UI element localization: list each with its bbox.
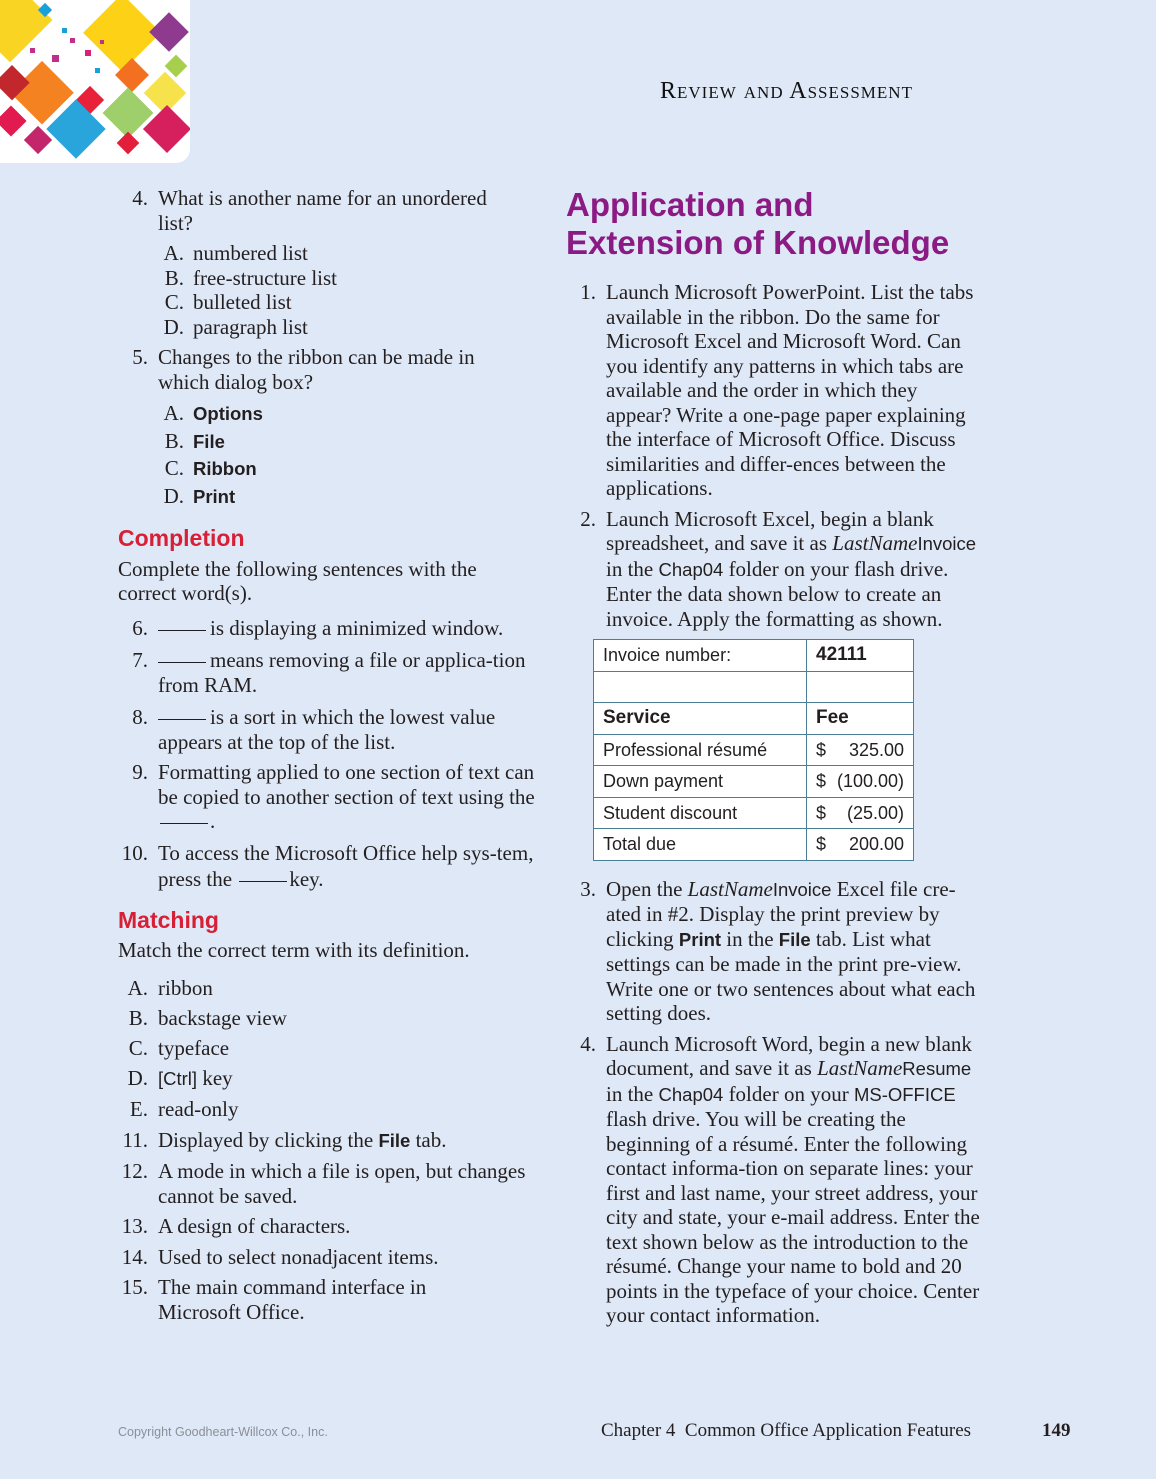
- right-column: [566, 186, 986, 1334]
- application-item-1: 1. Launch Microsoft PowerPoint. List the tabs available in the ribbon. Do the same for Microsoft Excel and Microsoft Word. Can you identify any patterns in which tabs are available and the order in which they appear? Write a one-page paper explaining the interface of Microsoft Office. Discuss similarities and differ-ences between the applications.: [580, 280, 974, 500]
- table-header-row: [594, 703, 914, 735]
- term-e: E. read-only: [129, 1096, 239, 1121]
- definition-14: 14. Used to select nonadjacent items.: [121, 1244, 439, 1269]
- term-b: B. backstage view: [128, 1005, 287, 1030]
- invoice-number-label: Invoice number:: [594, 640, 807, 672]
- table-row: Down payment $ (100.00): [594, 766, 914, 798]
- definition-15: 15. The main command interface in Microsoft Office.: [121, 1275, 427, 1324]
- question-number: 4.: [132, 186, 148, 210]
- completion-item-9: 9. Formatting applied to one section of text can be copied to another section of text using the .: [132, 760, 535, 833]
- definition-12: 12. A mode in which a file is open, but changes cannot be saved.: [121, 1159, 526, 1208]
- answer-blank: [160, 823, 208, 824]
- definition-11: 11. Displayed by clicking the File tab.: [122, 1127, 447, 1152]
- option-4d: D. paragraph list: [163, 314, 308, 339]
- term-c: C. typeface: [128, 1035, 230, 1060]
- answer-blank: [158, 719, 206, 720]
- left-column: [118, 186, 538, 1330]
- completion-item-6: 6. is displaying a minimized window.: [132, 615, 504, 640]
- completion-item-10: 10. To access the Microsoft Office help sys-tem, press the key.: [121, 840, 534, 891]
- option-4b: B. free-structure list: [164, 265, 338, 290]
- application-heading: Application and Extension of Knowledge: [566, 186, 950, 261]
- question-text: Changes to the ribbon can be made in which dialog box?: [158, 345, 475, 394]
- column-header-fee: Fee: [807, 703, 914, 735]
- term-d: D. [Ctrl] key: [127, 1065, 233, 1090]
- invoice-table: [593, 639, 914, 861]
- completion-item-7: 7. means removing a file or applica-tion from RAM.: [132, 648, 526, 697]
- copyright-notice: Copyright Goodheart-Willcox Co., Inc.: [118, 1425, 328, 1439]
- option-5b: B. File: [164, 428, 225, 453]
- application-item-3: 3. Open the LastNameInvoice Excel file cre-ated in #2. Display the print preview by clicking Print in the File tab. List what settings can be made in the print pre-view. Write one or two sentences about what each setting does.: [580, 876, 976, 1025]
- matching-terms: [118, 973, 538, 1124]
- completion-item-8: 8. is a sort in which the lowest value appears at the top of the list.: [132, 705, 496, 754]
- option-4c: C. bulleted list: [164, 290, 292, 314]
- answer-blank: [158, 630, 206, 631]
- option-5d: D. Print: [163, 483, 236, 508]
- table-row-empty: [594, 671, 914, 703]
- term-a: A. ribbon: [127, 975, 213, 1000]
- page-number: 149: [1042, 1420, 1071, 1441]
- table-row: Student discount $ (25.00): [594, 797, 914, 829]
- chapter-title: Chapter 4 Common Office Application Features: [601, 1420, 972, 1441]
- application-item-4: 4. Launch Microsoft Word, begin a new blank document, and save it as LastNameResume in the Chap04 folder on your MS-OFFICE flash drive. You will be creating the beginning of a résumé. Enter the following contact informa-tion on separate lines: your first and last name, your street address, your city and state, your e-mail address. Enter the text shown below as the introduction to the résumé. Change your name to bold and 20 points in the typeface of your choice. Center your contact information.: [580, 1031, 980, 1327]
- answer-blank: [239, 881, 287, 882]
- completion-heading: Completion: [118, 525, 245, 551]
- answer-blank: [158, 662, 206, 663]
- ctrl-key-label: [Ctrl]: [158, 1067, 198, 1089]
- option-5c: C. Ribbon: [164, 456, 257, 480]
- question-4: [118, 186, 538, 235]
- matching-heading: Matching: [118, 906, 219, 933]
- colored-diamonds-icon: [0, 0, 190, 163]
- application-item-2: 2. Launch Microsoft Excel, begin a blank spreadsheet, and save it as LastNameInvoice in the Chap04 folder on your flash drive. Enter the data shown below to create an invoice. Apply the formatting as shown.: [580, 506, 977, 631]
- question-5: [118, 345, 538, 394]
- table-row: [594, 640, 914, 672]
- definition-13: 13. A design of characters.: [121, 1214, 351, 1238]
- running-head: Review and Assessment: [660, 78, 913, 104]
- column-header-service: Service: [594, 703, 807, 735]
- option-5a: A. Options: [163, 401, 263, 425]
- question-number: 5.: [132, 345, 148, 369]
- invoice-number-value: 42111: [807, 640, 914, 672]
- table-row-total: Total due $ 200.00: [594, 829, 914, 861]
- matching-intro: Match the correct term with its definition.: [118, 938, 470, 962]
- decorative-corner-graphic: [0, 0, 190, 163]
- completion-intro: Complete the following sentences with the correct word(s).: [118, 556, 477, 605]
- table-row: Professional résumé $ 325.00: [594, 734, 914, 766]
- question-text: What is another name for an unordered list?: [158, 186, 487, 235]
- option-4a: A. numbered list: [163, 241, 308, 265]
